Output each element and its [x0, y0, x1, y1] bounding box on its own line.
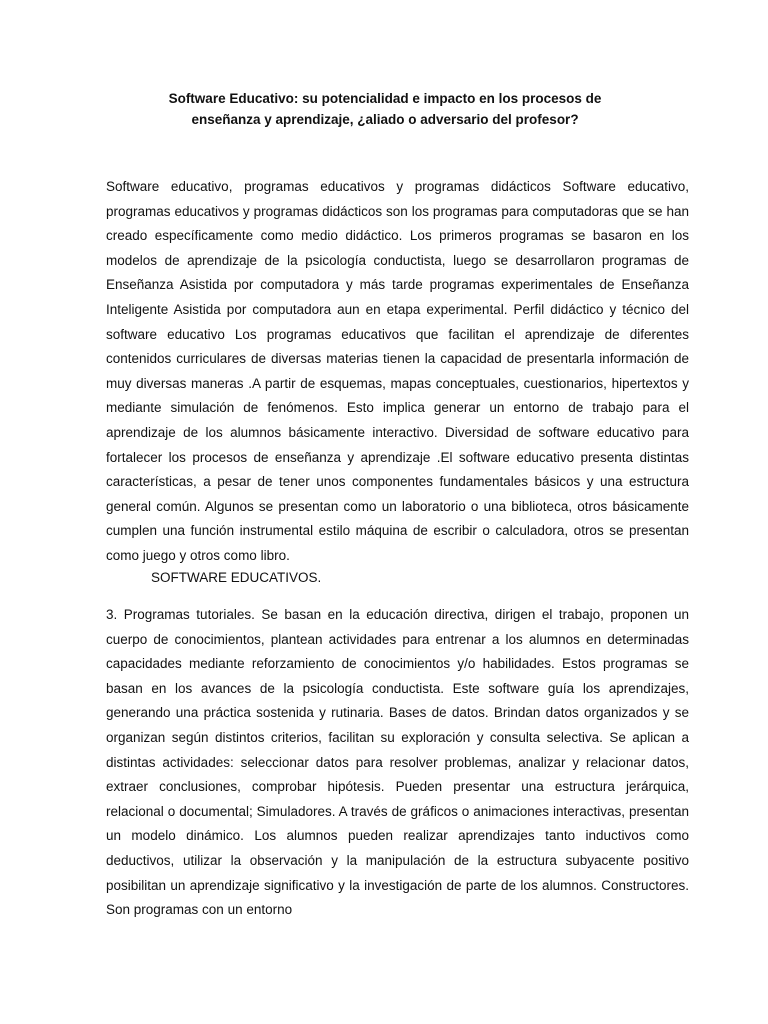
body-paragraph-1: Software educativo, programas educativos y programas didácticos Software educativo, programas educativos y programas didácticos son los programas para computadoras que se han creado específicamente como medio didáctico. Los primeros programas se basaron en los modelos de aprendizaje de la psicología conductista, luego se desarrollaron programas de Enseñanza Asistida por computadora y más tarde programas experimentales de Enseñanza Inteligente Asistida por computadora aun en etapa experimental. Perfil didáctico y técnico del software educativo Los programas educativos que facilitan el aprendizaje de diferentes contenidos curriculares de diversas materias tienen la capacidad de presentarla información de muy diversas maneras .A partir de esquemas, mapas conceptuales, cuestionarios, hipertextos y mediante simulación de fenómenos. Esto implica generar un entorno de trabajo para el aprendizaje de los alumnos básicamente interactivo. Diversidad de software educativo para fortalecer los procesos de enseñanza y aprendizaje .El software educativo presenta distintas características, a pesar de tener unos componentes fundamentales básicos y una estructura general común. Algunos se presentan como un laboratorio o una biblioteca, otros básicamente cumplen una función instrumental estilo máquina de escribir o calculadora, otros se presentan como juego y otros como libro. — [106, 179, 689, 563]
section-heading: SOFTWARE EDUCATIVOS. — [151, 570, 322, 585]
document-title: Software Educativo: su potencialidad e impacto en los procesos de enseñanza y aprendizaje, ¿aliado o adversario del profesor? — [168, 91, 602, 127]
body-paragraph-2: 3. Programas tutoriales. Se basan en la educación directiva, dirigen el trabajo, proponen un cuerpo de conocimientos, plantean actividades para entrenar a los alumnos en determinadas capacidades mediante reforzamiento de conocimientos y/o habilidades. Estos programas se basan en los avances de la psicología conductista. Este software guía los aprendizajes, generando una práctica sostenida y rutinaria. Bases de datos. Brindan datos organizados y se organizan según distintos criterios, facilitan su exploración y consulta selectiva. Se aplican a distintas actividades: seleccionar datos para resolver problemas, analizar y relacionar datos, extraer conclusiones, comprobar hipótesis. Pueden presentar una estructura jerárquica, relacional o documental; Simuladores. A través de gráficos o animaciones interactivas, presentan un modelo dinámico. Los alumnos pueden realizar aprendizajes tanto inductivos como deductivos, utilizar la observación y la manipulación de la estructura subyacente positivo posibilitan un aprendizaje significativo y la investigación de parte de los alumnos. Constructores. Son programas con un entorno — [106, 607, 689, 918]
